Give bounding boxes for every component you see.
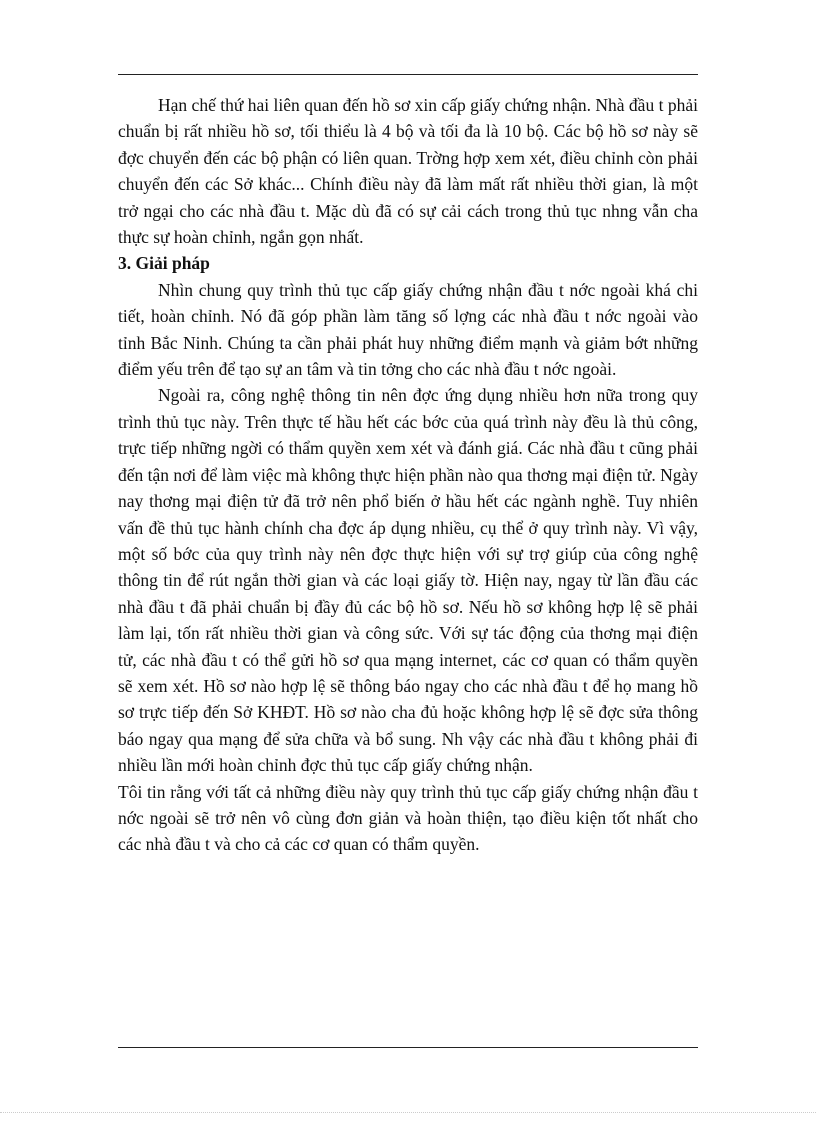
paragraph-limitation-2: Hạn chế thứ hai liên quan đến hồ sơ xin cấp giấy chứng nhận. Nhà đầu t phải chuẩn bị rất nhiều hồ sơ, tối thiểu là 4 bộ và tối đa là 10 bộ. Các bộ hồ sơ này sẽ đợc chuyển đến các bộ phận có liên quan. Trờng hợp xem xét, điều chỉnh còn phải chuyển đến các Sở khác... Chính điều này đã làm mất rất nhiều thời gian, là một trở ngại cho các nhà đầu t. Mặc dù đã có sự cải cách trong thủ tục nhng vẫn cha thực sự hoàn chỉnh, ngắn gọn nhất. — [118, 95, 698, 248]
document-body — [118, 92, 698, 858]
header-rule — [118, 74, 698, 75]
section-heading-solutions: 3. Giải pháp — [118, 253, 210, 274]
paragraph-it-application: Ngoài ra, công nghệ thông tin nên đợc ứng dụng nhiều hơn nữa trong quy trình thủ tục này. Trên thực tế hầu hết các bớc của quá trình này đều là thủ công, trực tiếp những ngời có thẩm quyền xem xét và đánh giá. Các nhà đầu t cũng phải đến tận nơi để làm việc mà không thực hiện phần nào qua thơng mại điện tử. Ngày nay thơng mại điện tử đã trở nên phổ biến ở hầu hết các ngành nghề. Tuy nhiên vấn đề thủ tục hành chính cha đợc áp dụng nhiều, cụ thể ở quy trình này. Vì vậy, một số bớc của quy trình này nên đợc thực hiện với sự trợ giúp của công nghệ thông tin để rút ngắn thời gian và các loại giấy tờ. Hiện nay, ngay từ lần đầu các nhà đầu t đã phải chuẩn bị đầy đủ các bộ hồ sơ. Nếu hồ sơ không hợp lệ sẽ phải làm lại, tốn rất nhiều thời gian và công sức. Với sự tác động của thơng mại điện tử, các nhà đầu t có thể gửi hồ sơ qua mạng internet, các cơ quan có thẩm quyền sẽ xem xét. Hồ sơ nào hợp lệ sẽ thông báo ngay cho các nhà đầu t để họ mang hồ sơ trực tiếp đến Sở KHĐT. Hồ sơ nào cha đủ hoặc không hợp lệ sẽ đợc sửa thông báo ngay qua mạng để sửa chữa và bổ sung. Nh vậy các nhà đầu t không phải đi nhiều lần mới hoàn chỉnh đợc thủ tục cấp giấy chứng nhận. — [118, 385, 698, 776]
page-edge-dots — [0, 1112, 816, 1113]
paragraph-conclusion: Tôi tin rằng với tất cả những điều này quy trình thủ tục cấp giấy chứng nhận đầu t nớc ngoài sẽ trở nên vô cùng đơn giản và hoàn thiện, tạo điều kiện tốt nhất cho các nhà đầu t và cho cả các cơ quan có thẩm quyền. — [118, 781, 698, 855]
footer-rule — [118, 1047, 698, 1048]
paragraph-overview: Nhìn chung quy trình thủ tục cấp giấy chứng nhận đầu t nớc ngoài khá chi tiết, hoàn chỉnh. Nó đã góp phần làm tăng số lợng các nhà đầu t nớc ngoài vào tỉnh Bắc Ninh. Chúng ta cần phải phát huy những điểm mạnh và giảm bớt những điểm yếu trên để tạo sự an tâm và tin tởng cho các nhà đầu t nớc ngoài. — [118, 279, 698, 380]
